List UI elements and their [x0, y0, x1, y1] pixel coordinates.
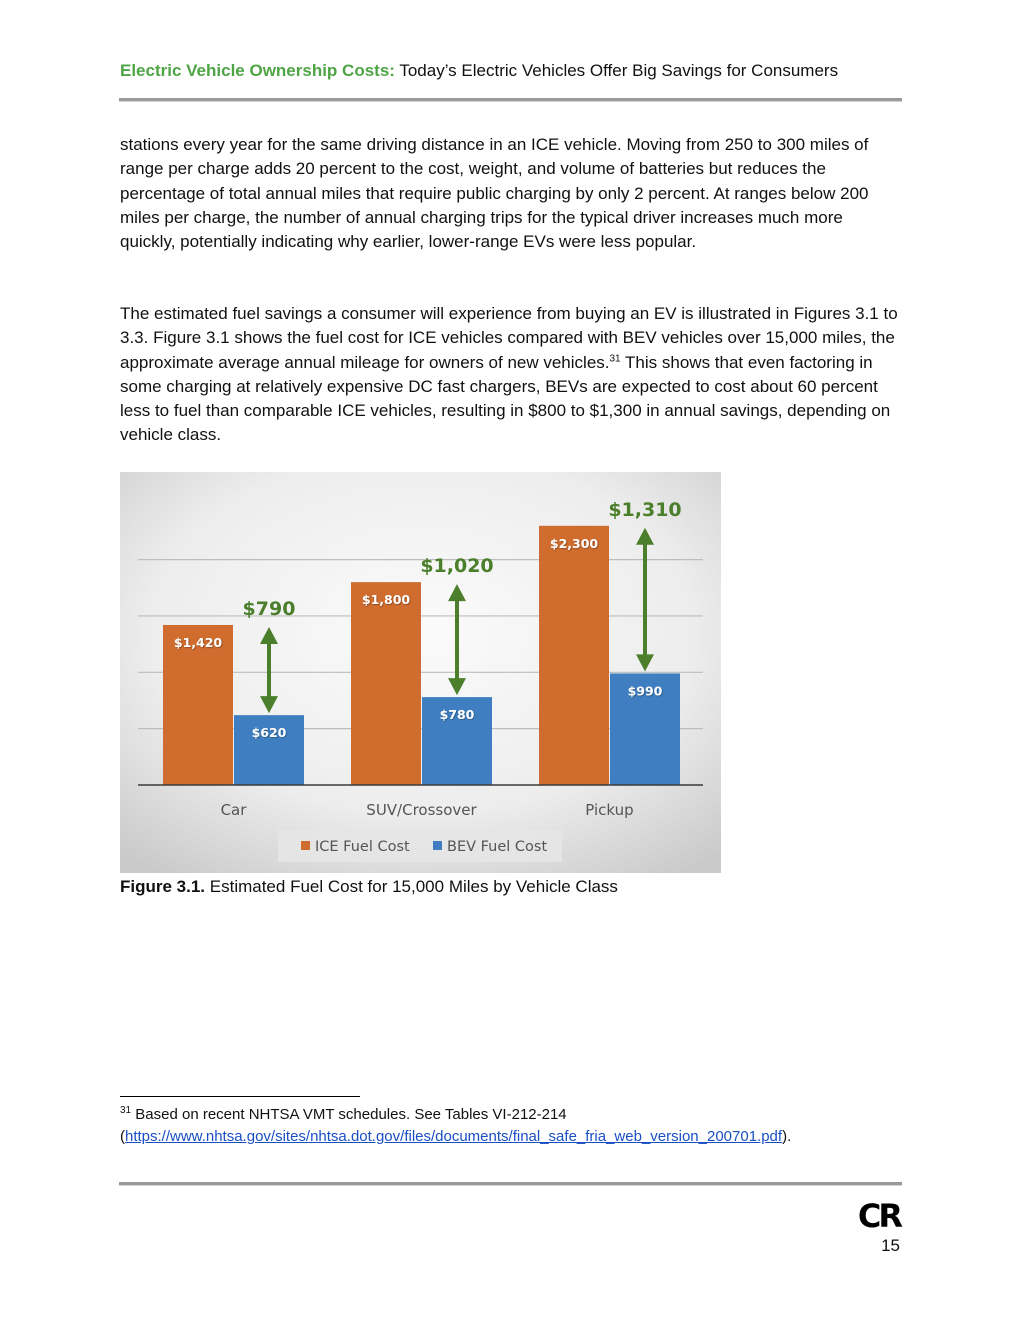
ice-value-label-0: $1,420: [173, 634, 223, 650]
header-title-bold: Electric Vehicle Ownership Costs:: [120, 61, 395, 80]
footnote-number: 31: [120, 1105, 132, 1116]
footnote-text: Based on recent NHTSA VMT schedules. See Tables VI-212-214: [131, 1106, 567, 1123]
figure-caption-text: Estimated Fuel Cost for 15,000 Miles by Vehicle Class: [205, 877, 618, 896]
ice-bar-1: [351, 582, 421, 785]
category-label-2: Pickup: [585, 801, 634, 819]
bev-value-label-1: $780: [439, 707, 475, 723]
ice-value-label-2: $2,300: [549, 535, 599, 551]
savings-label-1: $1,020: [420, 555, 494, 578]
category-label-0: Car: [220, 801, 247, 819]
running-header: [120, 60, 902, 82]
footnote-link[interactable]: https://www.nhtsa.gov/sites/nhtsa.dot.gov/files/documents/final_safe_fria_web_version_200701.pdf: [125, 1128, 783, 1145]
footnote-separator: [120, 1096, 360, 1097]
paragraph-2-part-b: This shows that even factoring in some charging at relatively expensive DC fast chargers, BEVs are expected to cost about 60 percent less to fuel than comparable ICE vehicles, resulting in $800 to $1,300 in annual savings, depending on vehicle class.: [120, 352, 891, 445]
paragraph-2: [120, 302, 900, 448]
footnote: [120, 1104, 910, 1148]
chart-svg: [120, 472, 721, 873]
paragraph-1: stations every year for the same driving distance in an ICE vehicle. Moving from 250 to 300 miles of range per charge adds 20 percent to the cost, weight, and volume of batteries but reduces the percentage of total annual miles that require public charging by only 2 percent. At ranges below 200 miles per charge, the number of annual charging trips for the typical driver increases much more quickly, potentially indicating why earlier, lower-range EVs were less popular.: [120, 135, 869, 252]
savings-label-0: $790: [242, 597, 296, 620]
fuel-cost-chart: [120, 472, 721, 873]
figure-caption: [120, 876, 618, 898]
footnote-close: ).: [782, 1128, 792, 1145]
header-rule: [119, 98, 902, 102]
footnote-ref[interactable]: 31: [609, 352, 621, 364]
footnote-open-paren: (: [120, 1128, 125, 1145]
legend-swatch-1: [433, 841, 442, 850]
category-label-1: SUV/Crossover: [366, 801, 477, 819]
ice-bar-2: [539, 526, 609, 785]
bev-value-label-2: $990: [627, 683, 663, 699]
legend-swatch-0: [301, 841, 310, 850]
figure-caption-label: Figure 3.1.: [120, 877, 206, 896]
savings-label-2: $1,310: [608, 498, 682, 521]
legend-label-0: ICE Fuel Cost: [315, 839, 410, 855]
paragraph-2-part-a: The estimated fuel savings a consumer will experience from buying an EV is illustrated in Figures 3.1 to 3.3. Figure 3.1 shows the fuel cost for ICE vehicles compared with BEV vehicles over 15,000 miles, the approximate average annual mileage for owners of new vehicles.: [120, 304, 898, 372]
footer-rule: [119, 1182, 902, 1186]
cr-logo: CR: [857, 1197, 900, 1235]
legend-label-1: BEV Fuel Cost: [447, 839, 548, 855]
bev-value-label-0: $620: [251, 725, 287, 741]
ice-value-label-1: $1,800: [361, 592, 411, 608]
header-title-rest: Today’s Electric Vehicles Offer Big Savings for Consumers: [394, 61, 839, 80]
page-number: 15: [881, 1236, 900, 1255]
